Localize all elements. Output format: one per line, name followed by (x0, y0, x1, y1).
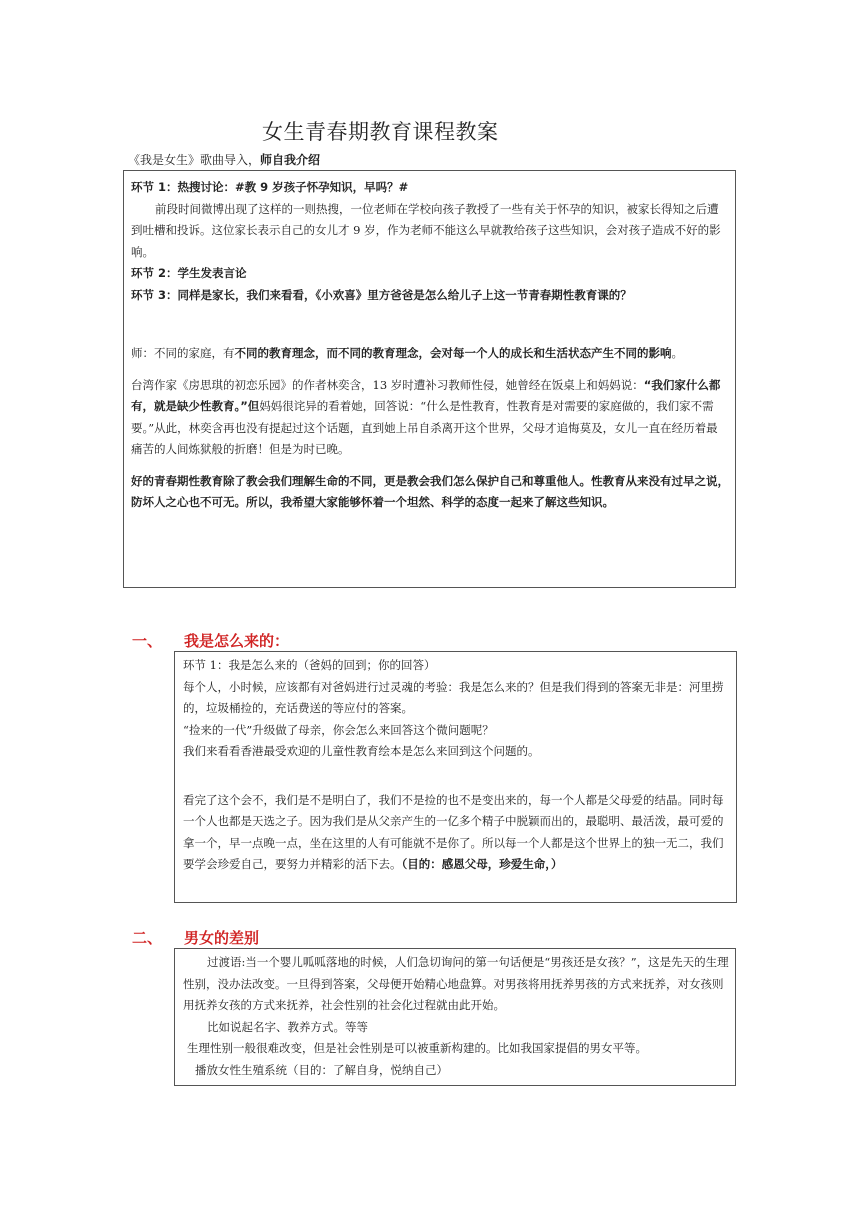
box3-transition: 过渡语:当一个婴儿呱呱落地的时候，人们急切询问的第一句话便是“男孩还是女孩？”，这是先天的生理性别，没办法改变。一旦得到答案，父母便开始精心地盘算。对男孩将用抚养男孩的方式来抚养，对女孩则用抚养女孩的方式来抚养，社会性别的社会化过程就由此开始。 (183, 955, 729, 1012)
session-box-2 (174, 651, 737, 903)
teacher-remark-c: 。 (671, 346, 683, 360)
teacher-remark (131, 343, 729, 365)
intro-line (128, 152, 320, 168)
box2-goal: （目的：感恩父母，珍爱生命，） (401, 857, 563, 871)
document-title: 女生青春期教育课程教案 (262, 120, 499, 144)
teacher-remark-a: 师：不同的家庭，有 (131, 346, 235, 360)
story-c: 妈妈很诧异的看着她，回答说：“什么是性教育，性教育是对需要的家庭做的，我们家不需要。”从此，林奕含再也没有提起过这个话题，直到她上吊自杀离开这个世界，父母才追悔莫及，女儿一直在经历着最痛苦的人间炼狱般的折磨！但是为时已晚。 (131, 399, 718, 456)
story-a: 台湾作家《房思琪的初恋乐园》的作者林奕含，13 岁时遭补习教师性侵，她曾经在饭桌上和妈妈说： (131, 377, 644, 392)
box2-line-2: 每个人，小时候，应该都有对爸妈进行过灵魂的考验：我是怎么来的？但是我们得到的答案无非是：河里捞的，垃圾桶捡的，充话费送的等应付的答案。 (183, 679, 724, 715)
section-2-title: 男女的差别 (184, 929, 260, 947)
box2-line-4: 我们来看看香港最受欢迎的儿童性教育绘本是怎么来回到这个问题的。 (183, 744, 540, 758)
step-1-heading: 环节 1：热搜讨论：#教 9 岁孩子怀孕知识，早吗？# (131, 180, 409, 194)
step-1-text: 前段时间微博出现了这样的一则热搜，一位老师在学校向孩子教授了一些有关于怀孕的知识，被家长得知之后遭到吐槽和投诉。这位家长表示自己的女儿才 9 岁，作为老师不能这么早就教给孩子这些知识，会对孩子造成不好的影响。 (131, 201, 721, 259)
box3-gender: 生理性别一般很难改变，但是社会性别是可以被重新构建的。比如我国家提倡的男女平等。 (187, 1041, 647, 1055)
box2-summary-text: 看完了这个会不，我们是不是明白了，我们不是捡的也不是变出来的，每一个人都是父母爱的结晶。同时每一个人也都是天选之子。因为我们是从父亲产生的一亿多个精子中脱颖而出的，最聪明、最活泼，最可爱的拿一个，早一点晚一点，坐在这里的人有可能就不是你了。所以每一个人都是这个世界上的独一无二，我们要学会珍爱自己，要努力并精彩的活下去。 (183, 792, 724, 871)
box3-play: 播放女性生殖系统（目的：了解自身，悦纳自己） (195, 1062, 448, 1077)
section-1-number: 一、 (132, 632, 163, 650)
conclusion-paragraph: 好的青春期性教育除了教会我们理解生命的不同，更是教会我们怎么保护自己和尊重他人。性教育从来没有过早之说，防坏人之心也不可无。所以，我希望大家能够怀着一个坦然、科学的态度一起来了解这些知识。 (131, 473, 729, 509)
box2-summary (183, 790, 730, 876)
step-3-heading: 环节 3：同样是家长，我们来看看，《小欢喜》里方爸爸是怎么给儿子上这一节青春期性教育课的？ (131, 287, 632, 302)
section-2-heading (132, 927, 259, 948)
session-box-3 (174, 948, 736, 1086)
section-2-number: 二、 (132, 929, 163, 947)
section-1-heading (132, 630, 289, 651)
step-2-heading: 环节 2：学生发表言论 (131, 266, 247, 280)
box3-example: 比如说起名字、教养方式。等等 (207, 1019, 368, 1034)
teacher-remark-b: 不同的教育理念，而不同的教育理念，会对每一个人的成长和生活状态产生不同的影响 (234, 346, 672, 360)
session-box-1 (123, 170, 736, 588)
intro-bold: 师自我介绍 (260, 153, 321, 167)
intro-text: 《我是女生》歌曲导入， (128, 153, 261, 167)
box2-line-3: “捡来的一代”升级做了母亲，你会怎么来回答这个微问题呢？ (183, 722, 494, 737)
section-1-title: 我是怎么来的： (184, 632, 290, 650)
story-paragraph (131, 375, 729, 461)
story-b: “我们家什么都有，就是缺少性教育。”但 (131, 377, 721, 413)
box2-line-1: 环节 1：我是怎么来的（爸妈的回到；你的回答） (183, 658, 436, 672)
